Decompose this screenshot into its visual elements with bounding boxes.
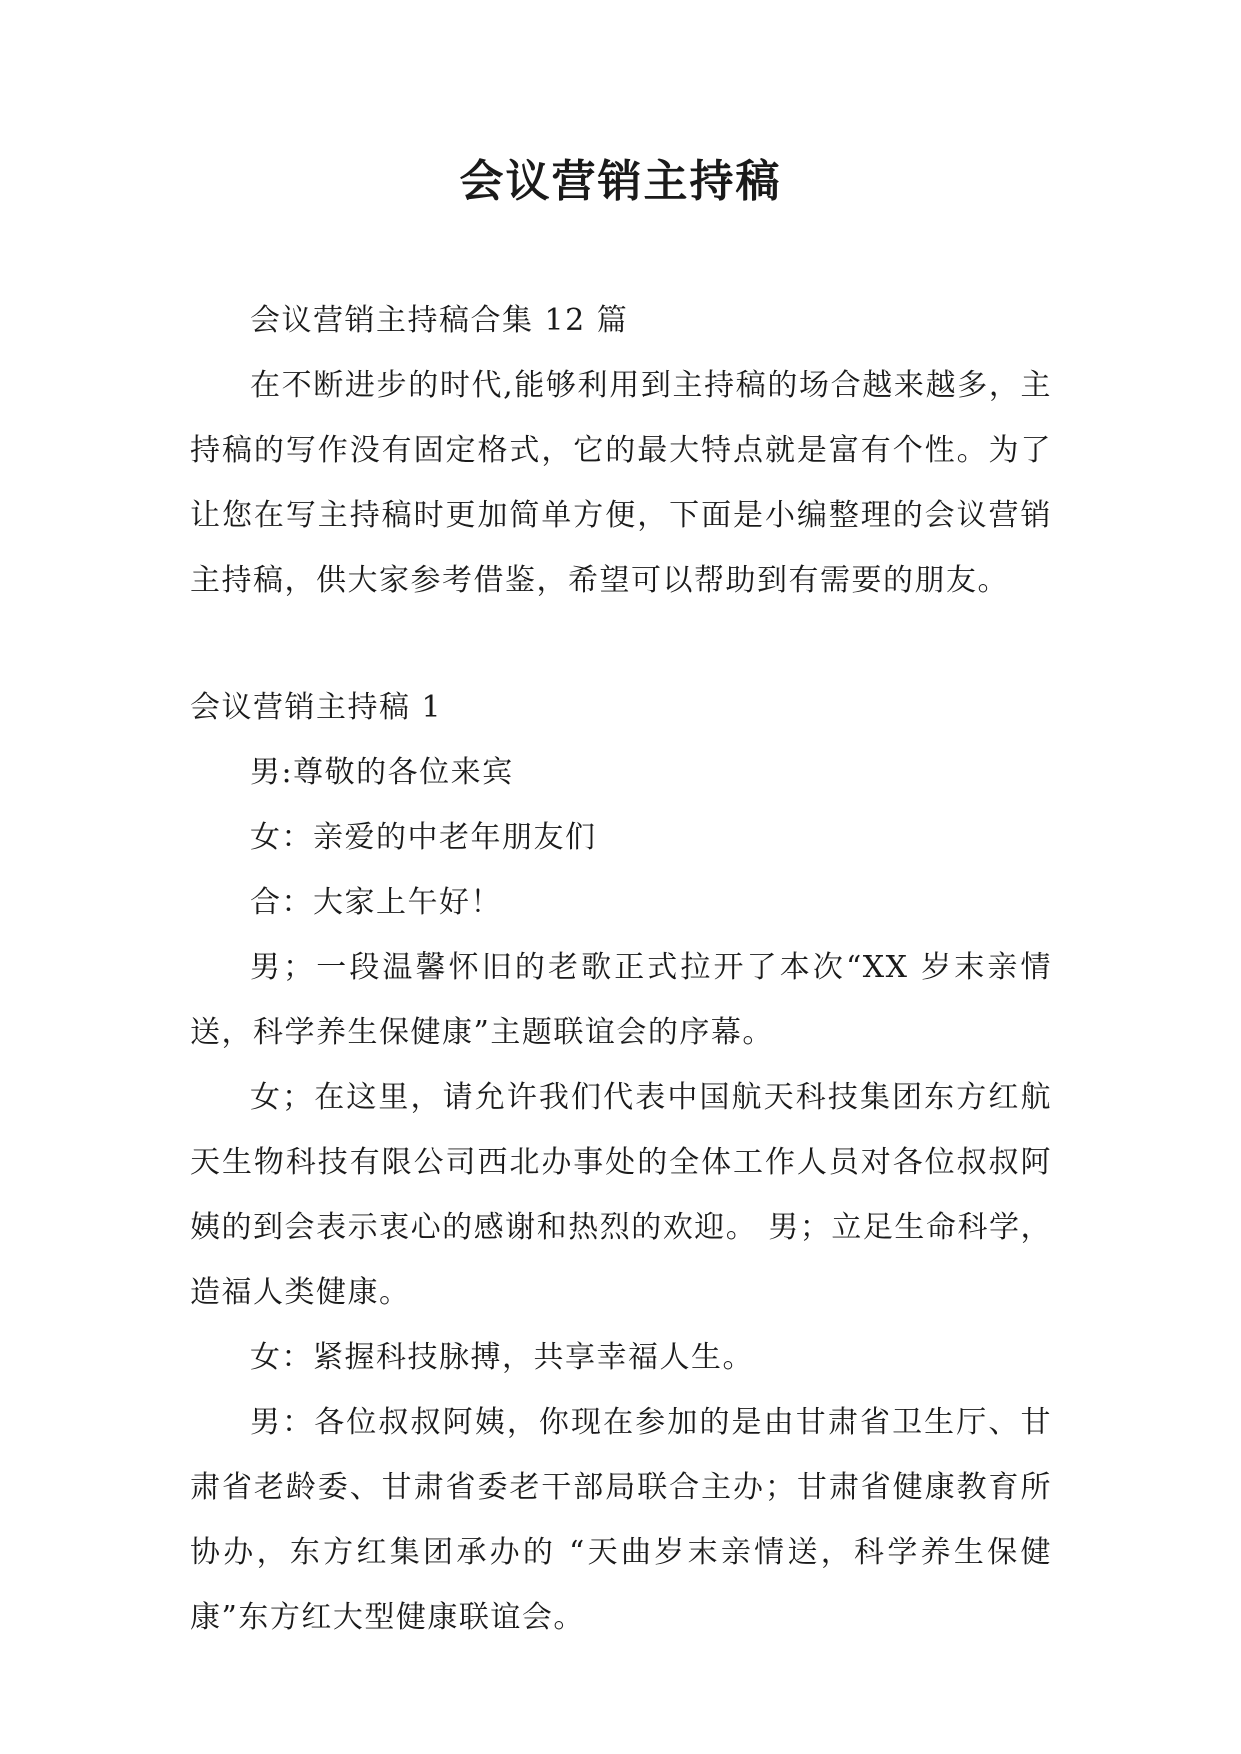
section-heading: 会议营销主持稿 1 bbox=[190, 690, 443, 725]
dialogue-line: 男；一段温馨怀旧的老歌正式拉开了本次“XX 岁末亲情送，科学养生保健康”主题联谊会的序幕。 bbox=[190, 950, 1052, 1050]
intro-paragraph: 在不断进步的时代,能够利用到主持稿的场合越来越多，主持稿的写作没有固定格式，它的最大特点就是富有个性。为了让您在写主持稿时更加简单方便，下面是小编整理的会议营销主持稿，供大家参考借鉴，希望可以帮助到有需要的朋友。 bbox=[190, 368, 1052, 598]
dialogue-line: 女：亲爱的中老年朋友们 bbox=[250, 820, 597, 855]
document-body bbox=[190, 288, 1052, 1650]
dialogue-line: 女：紧握科技脉搏，共享幸福人生。 bbox=[250, 1340, 754, 1375]
dialogue-line: 合：大家上午好！ bbox=[250, 885, 502, 920]
dialogue-line: 男：各位叔叔阿姨，你现在参加的是由甘肃省卫生厅、甘肃省老龄委、甘肃省委老干部局联合主办；甘肃省健康教育所协办，东方红集团承办的 “天曲岁末亲情送，科学养生保健康”东方红大型健康联谊会。 bbox=[190, 1405, 1052, 1635]
dialogue-line: 女；在这里，请允许我们代表中国航天科技集团东方红航天生物科技有限公司西北办事处的全体工作人员对各位叔叔阿姨的到会表示衷心的感谢和热烈的欢迎。 男；立足生命科学，造福人类健康。 bbox=[190, 1080, 1052, 1310]
intro-heading: 会议营销主持稿合集 12 篇 bbox=[250, 303, 629, 338]
document-title: 会议营销主持稿 bbox=[459, 156, 782, 207]
section-spacer bbox=[190, 613, 1052, 675]
dialogue-line: 男:尊敬的各位来宾 bbox=[250, 755, 514, 790]
